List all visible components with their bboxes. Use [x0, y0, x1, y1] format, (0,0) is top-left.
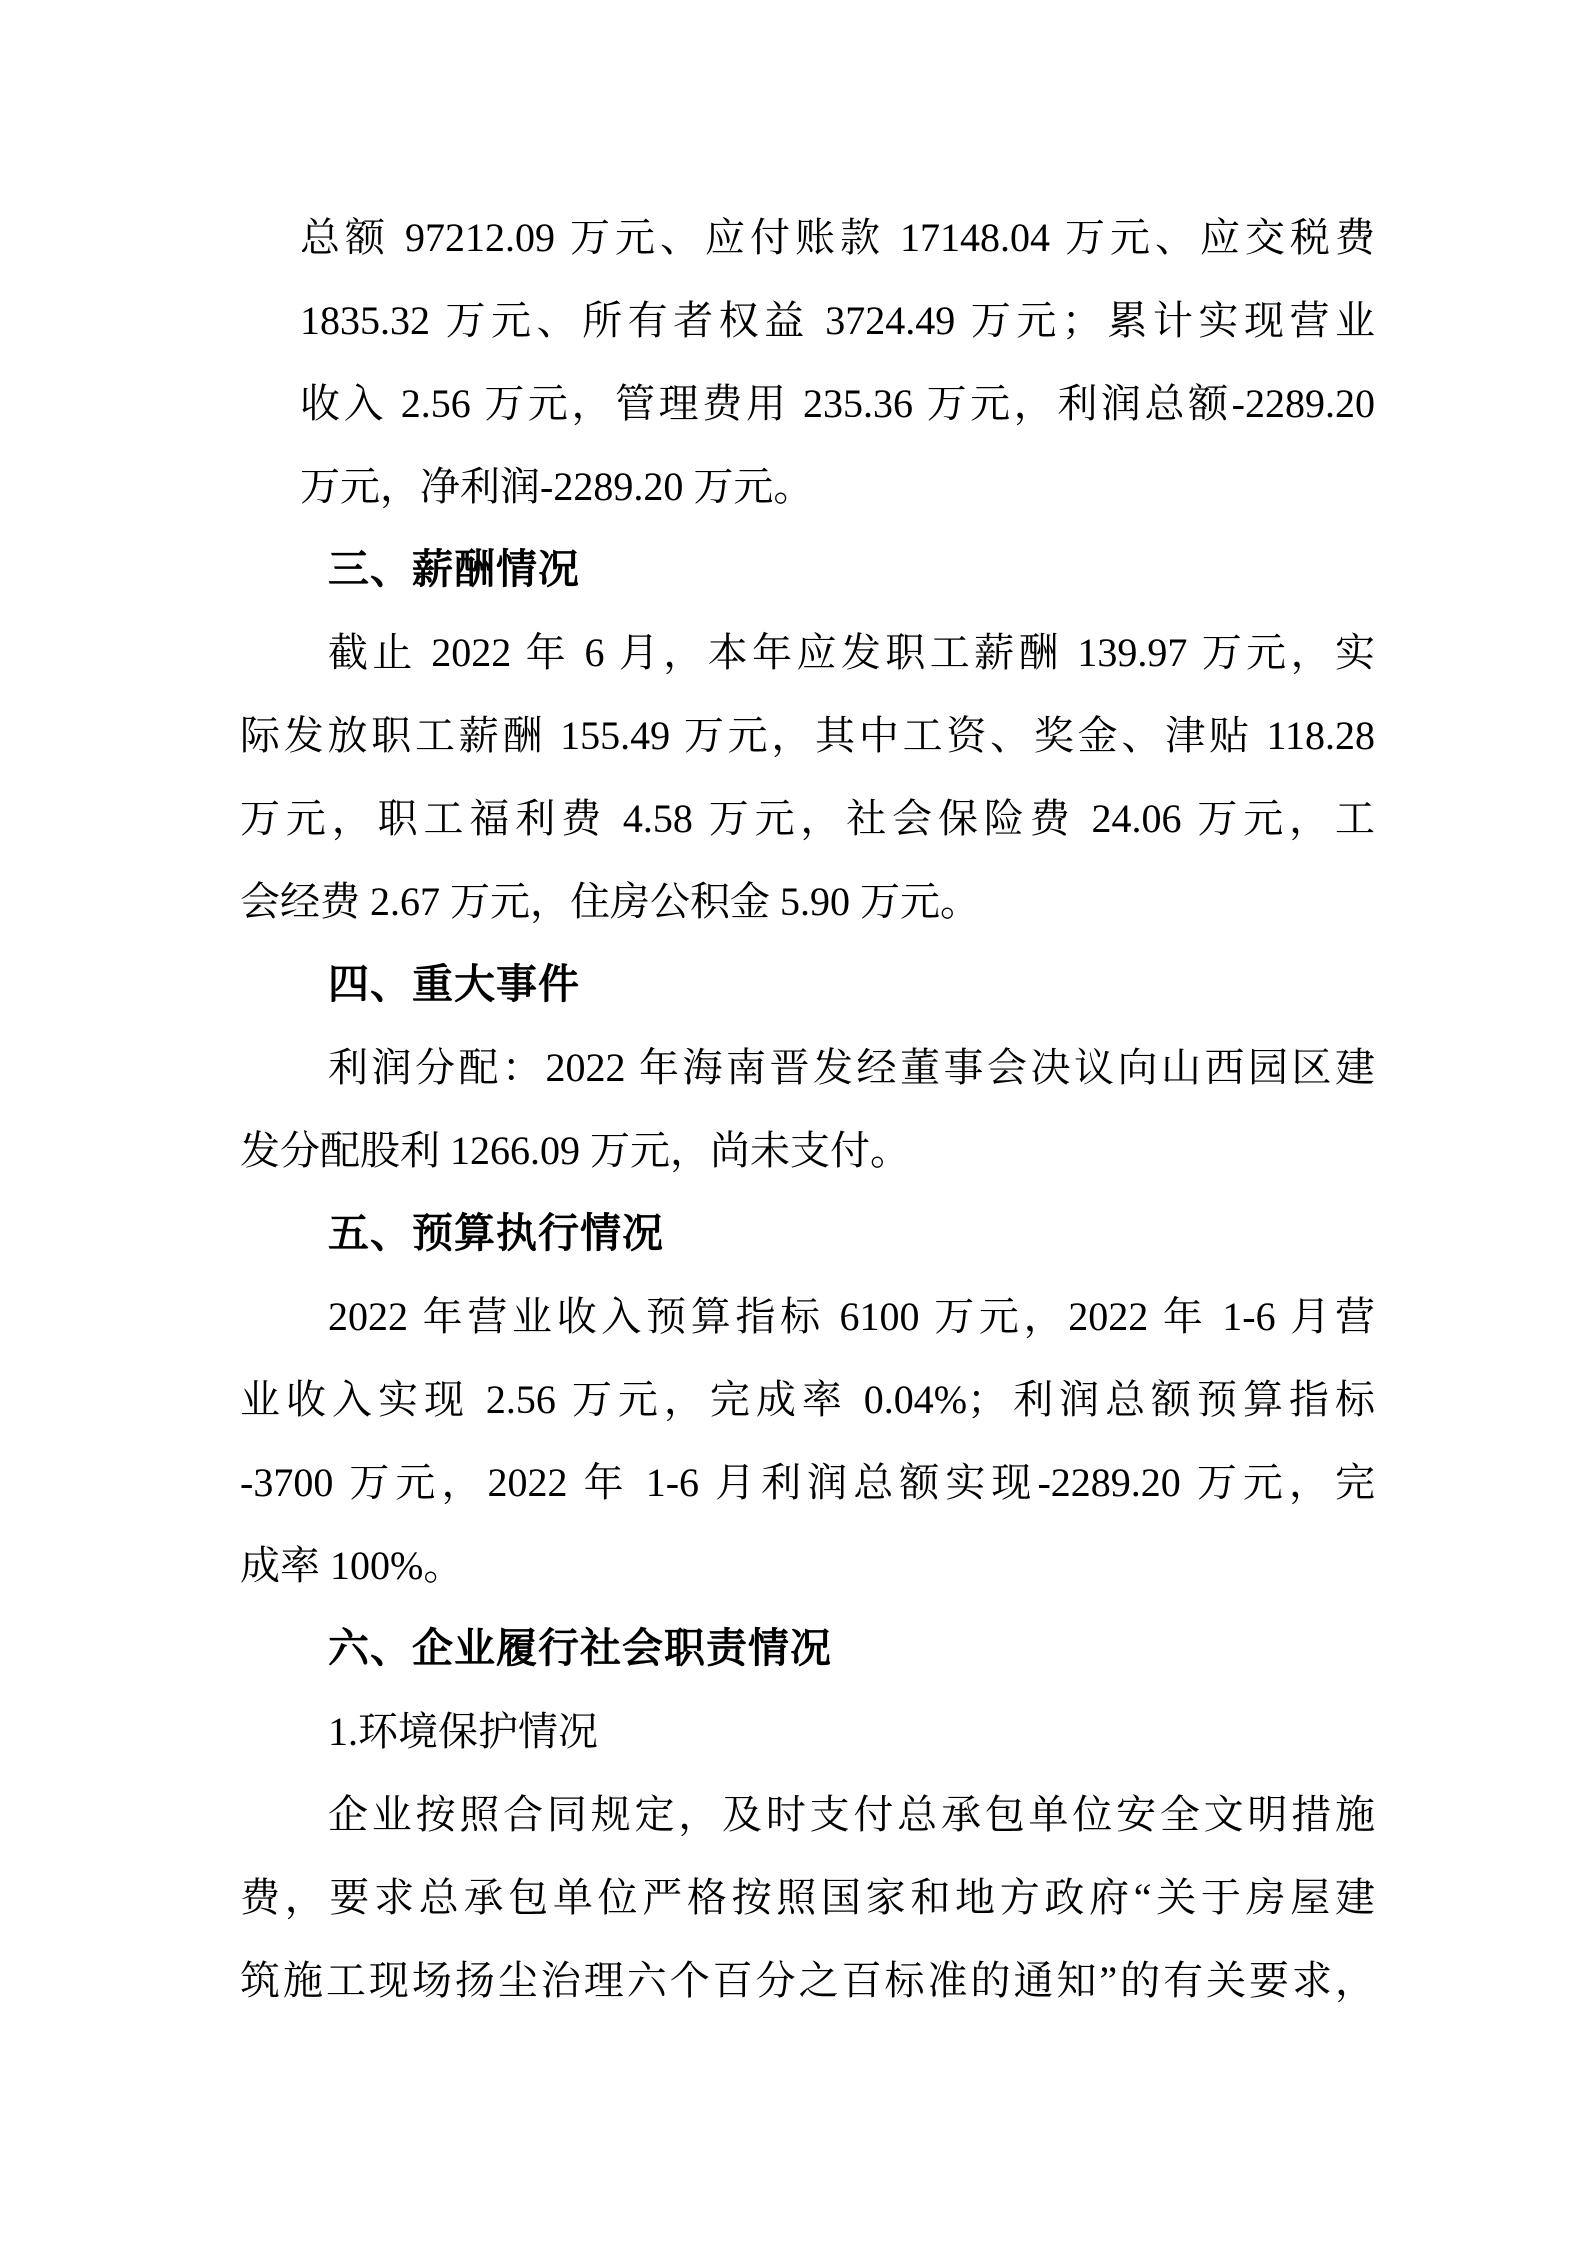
text-line: 利润分配：2022 年海南晋发经董事会决议向山西园区建	[328, 1045, 1375, 1090]
text-line: 收入 2.56 万元，管理费用 235.36 万元，利润总额-2289.20	[300, 381, 1375, 426]
section-heading-budget: 五、预算执行情况	[328, 1210, 664, 1256]
section-heading-salary: 三、薪酬情况	[328, 546, 580, 592]
text-line: 费，要求总承包单位严格按照国家和地方政府“关于房屋建	[240, 1875, 1375, 1920]
paragraph-budget	[240, 1275, 1375, 1607]
text-line: 总额 97212.09 万元、应付账款 17148.04 万元、应交税费	[300, 215, 1375, 260]
text-line: 业收入实现 2.56 万元，完成率 0.04%；利润总额预算指标	[240, 1377, 1375, 1422]
text-line: -3700 万元，2022 年 1-6 月利润总额实现-2289.20 万元，完	[240, 1460, 1375, 1505]
text-line: 2022 年营业收入预算指标 6100 万元，2022 年 1-6 月营	[328, 1294, 1375, 1339]
text-line: 万元，职工福利费 4.58 万元，社会保险费 24.06 万元，工	[240, 796, 1375, 841]
text-line: 企业按照合同规定，及时支付总承包单位安全文明措施	[328, 1792, 1375, 1837]
text-line: 万元，净利润-2289.20 万元。	[300, 464, 814, 509]
text-line: 际发放职工薪酬 155.49 万元，其中工资、奖金、津贴 118.28	[240, 713, 1375, 758]
text-line: 1835.32 万元、所有者权益 3724.49 万元；累计实现营业	[300, 298, 1375, 343]
section-heading-major-events: 四、重大事件	[328, 961, 580, 1007]
section-heading-social-responsibility: 六、企业履行社会职责情况	[328, 1625, 832, 1671]
paragraph-major-events	[240, 1026, 1375, 1192]
text-line: 成率 100%。	[240, 1543, 464, 1588]
paragraph-financial-summary	[240, 196, 1375, 528]
text-line: 会经费 2.67 万元，住房公积金 5.90 万元。	[240, 879, 980, 924]
paragraph-environment	[240, 1773, 1375, 2022]
paragraph-salary	[240, 611, 1375, 943]
text-line: 截止 2022 年 6 月，本年应发职工薪酬 139.97 万元，实	[328, 630, 1375, 675]
document-body	[240, 196, 1375, 2022]
text-line: 发分配股利 1266.09 万元，尚未支付。	[240, 1128, 910, 1173]
sub-heading-environment: 1.环境保护情况	[328, 1709, 598, 1754]
text-line: 筑施工现场扬尘治理六个百分之百标准的通知”的有关要求，	[240, 1958, 1375, 2003]
